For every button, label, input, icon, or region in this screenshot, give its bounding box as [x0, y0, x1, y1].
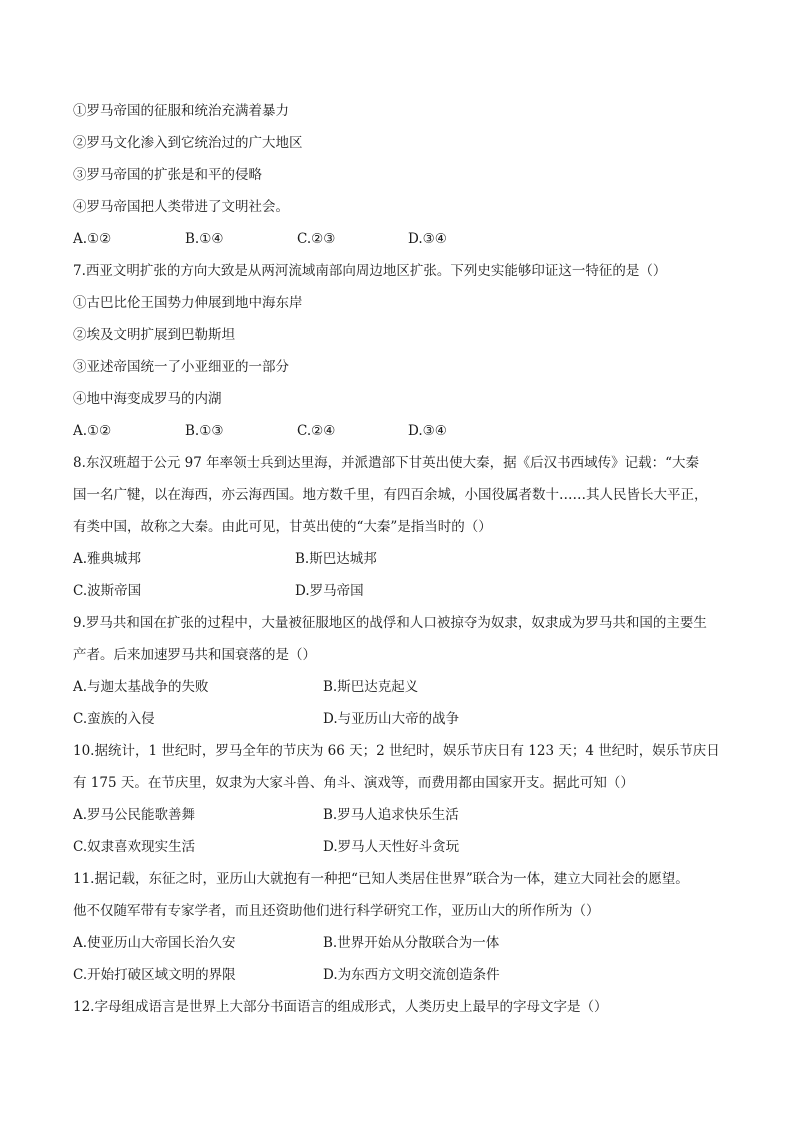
- q8-stem-line-1: 8.东汉班超于公元 97 年率领士兵到达里海，并派遣部下甘英出使大秦，据《后汉书西域传》记载：“大秦: [73, 455, 700, 471]
- q8-stem-line-2: 国一名广犍，以在海西，亦云海西国。地方数千里，有四百余城，小国役属者数十……其人民皆长大平正，: [73, 487, 708, 503]
- q7-statement-2: ②埃及文明扩展到巴勒斯坦: [73, 327, 235, 343]
- q9-option-d: D.与亚历山大帝的战争: [323, 711, 460, 727]
- q11-option-a: A.使亚历山大帝国长治久安: [73, 935, 236, 951]
- q8-option-b: B.斯巴达城邦: [295, 551, 377, 567]
- q9-option-b: B.斯巴达克起义: [323, 679, 419, 695]
- q10-option-b: B.罗马人追求快乐生活: [323, 807, 459, 823]
- q7-option-a: A.①②: [73, 423, 112, 439]
- q7-statement-4: ④地中海变成罗马的内湖: [73, 391, 222, 407]
- q6-statement-4: ④罗马帝国把人类带进了文明社会。: [73, 199, 289, 215]
- q11-stem-line-2: 他不仅随军带有专家学者，而且还资助他们进行科学研究工作，亚历山大的所作所为（）: [73, 903, 600, 919]
- q10-stem-line-1: 10.据统计，1 世纪时，罗马全年的节庆为 66 天；2 世纪时，娱乐节庆日有 123 天；4 世纪时，娱乐节庆日: [73, 743, 720, 759]
- q6-option-b: B.①④: [185, 231, 224, 247]
- q11-stem-line-1: 11.据记载，东征之时，亚历山大就抱有一种把“已知人类居住世界”联合为一体，建立大同社会的愿望。: [73, 871, 689, 887]
- q11-option-c: C.开始打破区域文明的界限: [73, 967, 236, 983]
- q6-option-c: C.②③: [297, 231, 336, 247]
- q10-option-c: C.奴隶喜欢现实生活: [73, 839, 196, 855]
- q6-statement-3: ③罗马帝国的扩张是和平的侵略: [73, 167, 262, 183]
- q11-option-b: B.世界开始从分散联合为一体: [323, 935, 500, 951]
- q6-statement-1: ①罗马帝国的征服和统治充满着暴力: [73, 103, 289, 119]
- q10-option-d: D.罗马人天性好斗贪玩: [323, 839, 460, 855]
- q8-option-c: C.波斯帝国: [73, 583, 142, 599]
- q6-option-d: D.③④: [408, 231, 447, 247]
- q7-option-b: B.①③: [185, 423, 224, 439]
- q9-stem-line-1: 9.罗马共和国在扩张的过程中，大量被征服地区的战俘和人口被掠夺为奴隶，奴隶成为罗马共和国的主要生: [73, 615, 707, 631]
- q9-option-c: C.蛮族的入侵: [73, 711, 155, 727]
- q11-option-d: D.为东西方文明交流创造条件: [323, 967, 500, 983]
- q8-option-a: A.雅典城邦: [73, 551, 142, 567]
- q8-option-d: D.罗马帝国: [295, 583, 364, 599]
- q10-stem-line-2: 有 175 天。在节庆里，奴隶为大家斗兽、角斗、演戏等，而费用都由国家开支。据此可知（）: [73, 775, 634, 791]
- q7-statement-3: ③亚述帝国统一了小亚细亚的一部分: [73, 359, 289, 375]
- q9-stem-line-2: 产者。后来加速罗马共和国衰落的是（）: [73, 647, 316, 663]
- q7-stem: 7.西亚文明扩张的方向大致是从两河流域南部向周边地区扩张。下列史实能够印证这一特征的是（）: [73, 263, 667, 279]
- q7-option-d: D.③④: [408, 423, 447, 439]
- q12-stem: 12.字母组成语言是世界上大部分书面语言的组成形式，人类历史上最早的字母文字是（）: [73, 999, 608, 1015]
- q10-option-a: A.罗马公民能歌善舞: [73, 807, 196, 823]
- q7-statement-1: ①古巴比伦王国势力伸展到地中海东岸: [73, 295, 303, 311]
- q6-statement-2: ②罗马文化渗入到它统治过的广大地区: [73, 135, 303, 151]
- q9-option-a: A.与迦太基战争的失败: [73, 679, 209, 695]
- q6-option-a: A.①②: [73, 231, 112, 247]
- q8-stem-line-3: 有类中国，故称之大秦。由此可见，甘英出使的“大秦”是指当时的（）: [73, 519, 492, 535]
- q7-option-c: C.②④: [297, 423, 336, 439]
